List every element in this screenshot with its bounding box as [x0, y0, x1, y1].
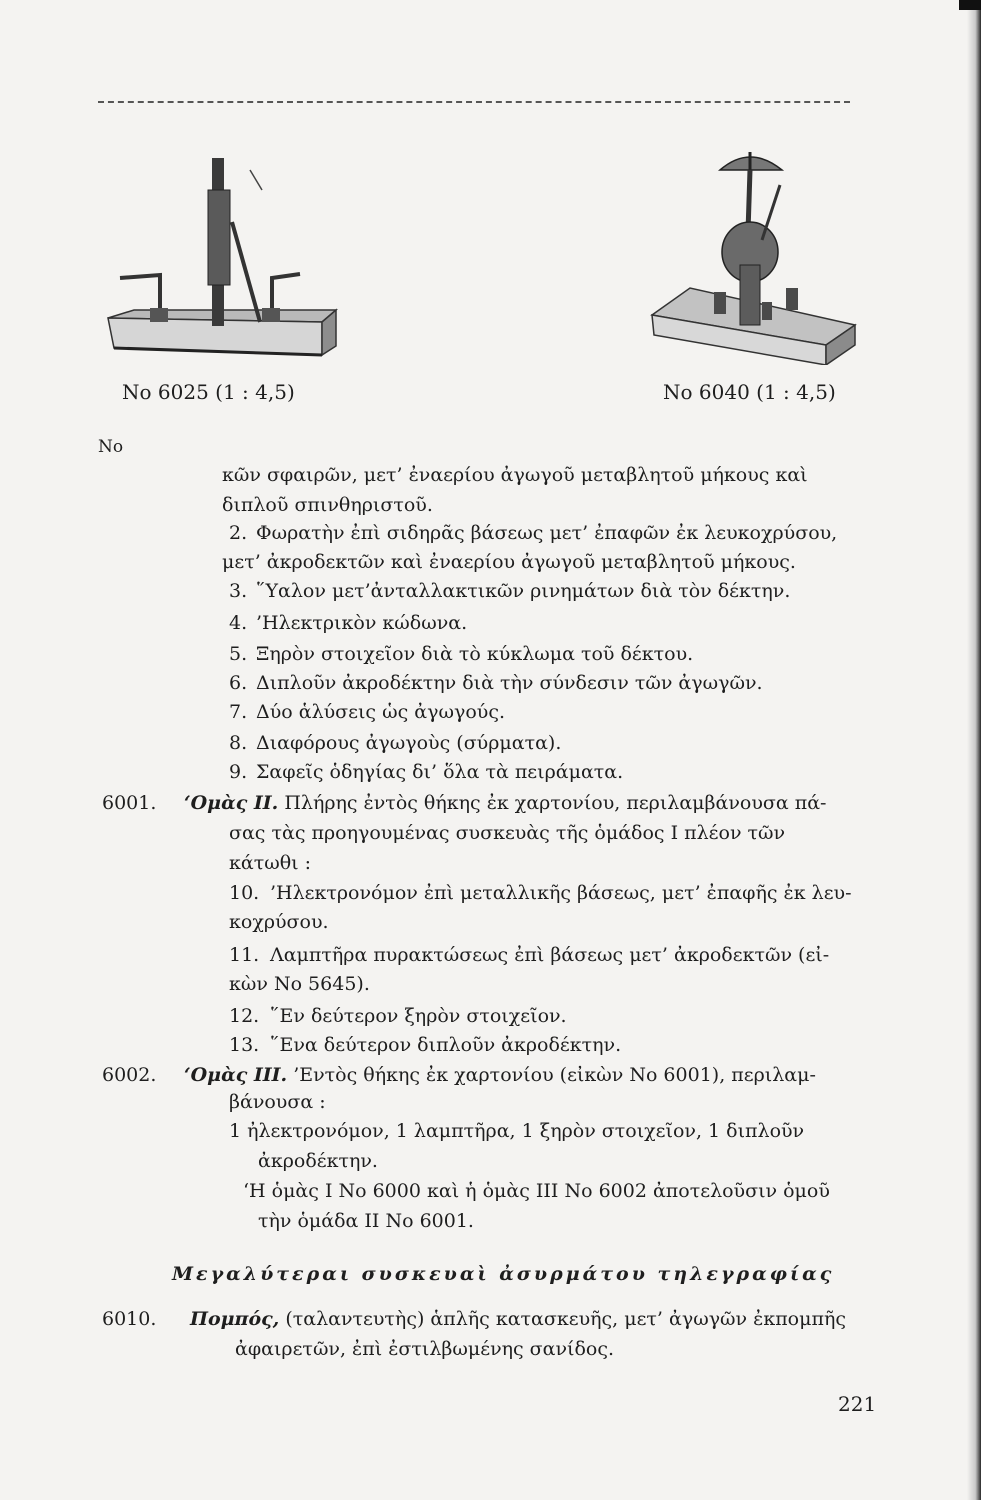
item-text: Διαφόρους ἀγωγοὺς (σύρματα).: [256, 732, 562, 754]
entry-text: ἀκροδέκτην.: [258, 1150, 378, 1172]
section-heading: Μεγαλύτεραι συσκευαὶ ἀσυρμάτου τηλεγραφίας: [172, 1263, 835, 1285]
intro-line: διπλοῦ σπινθηριστοῦ.: [222, 494, 433, 516]
group-title: ‘Ομὰς II.: [184, 792, 279, 814]
item-number: 12.: [229, 1005, 260, 1027]
header-rule: [98, 101, 850, 103]
entry-text: 1 ἠλεκτρονόμον, 1 λαμπτῆρα, 1 ξηρὸν στοιχεῖον, 1 διπλοῦν: [229, 1120, 805, 1142]
item-number: 11.: [229, 944, 260, 966]
item-number: 10.: [229, 882, 260, 904]
item-number: 3.: [229, 580, 248, 602]
stray-label: No: [98, 437, 124, 457]
entry-text: βάνουσα :: [229, 1091, 326, 1113]
entry-code-6010: 6010.: [102, 1308, 157, 1330]
item-text: Λαμπτῆρα πυρακτώσεως ἐπὶ βάσεως μετ’ ἀκροδεκτῶν (εἰ-: [270, 944, 830, 966]
figure-caption-6040: No 6040 (1 : 4,5): [663, 380, 836, 404]
page-corner: [959, 0, 981, 10]
item-number: 5.: [229, 643, 248, 665]
item-text: ῞Ενα δεύτερον διπλοῦν ἀκροδέκτην.: [270, 1034, 622, 1056]
entry-code-6001: 6001.: [102, 792, 157, 814]
item-text: μετ’ ἀκροδεκτῶν καὶ ἐναερίου ἀγωγοῦ μεταβλητοῦ μήκους.: [222, 551, 796, 573]
item-text: ῞Υαλον μετ’ἀνταλλακτικῶν ρινημάτων διὰ τὸν δέκτην.: [256, 580, 791, 602]
entry-text: σας τὰς προηγουμένας συσκευὰς τῆς ὁμάδος I πλέον τῶν: [229, 822, 786, 844]
entry-title-6002: [184, 1064, 816, 1086]
item-number: 6.: [229, 672, 248, 694]
intro-line: κῶν σφαιρῶν, μετ’ ἐναερίου ἀγωγοῦ μεταβλητοῦ μήκους καὶ: [222, 464, 808, 486]
figure-caption-6025: No 6025 (1 : 4,5): [122, 380, 295, 404]
item-text: Σαφεῖς ὁδηγίας δι’ ὅλα τὰ πειράματα.: [256, 761, 624, 783]
item-title: Πομπός,: [190, 1308, 280, 1330]
item-text: Διπλοῦν ἀκροδέκτην διὰ τὴν σύνδεσιν τῶν ἀγωγῶν.: [256, 672, 763, 694]
entry-text: ’Εντὸς θήκης ἐκ χαρτονίου (εἰκὼν No 6001), περιλαμ-: [293, 1064, 816, 1086]
item-number: 2.: [229, 522, 248, 544]
item-text: Δύο ἁλύσεις ὡς ἀγωγούς.: [256, 701, 505, 723]
entry-text: τὴν ὁμάδα II No 6001.: [258, 1210, 474, 1232]
page-number: 221: [838, 1392, 877, 1416]
item-text: Φωρατὴν ἐπὶ σιδηρᾶς βάσεως μετ’ ἐπαφῶν ἐκ λευκοχρύσου,: [256, 522, 838, 544]
item-number: 9.: [229, 761, 248, 783]
item-text: ’Ηλεκτρονόμον ἐπὶ μεταλλικῆς βάσεως, μετ’ ἐπαφῆς ἐκ λευ-: [270, 882, 852, 904]
entry-text: Πλήρης ἐντὸς θήκης ἐκ χαρτονίου, περιλαμβάνουσα πά-: [284, 792, 827, 814]
entry-text: ἀφαιρετῶν, ἐπὶ ἐστιλβωμένης σανίδος.: [235, 1338, 615, 1360]
page-edge: [967, 0, 981, 1500]
entry-text: ‘Η ὁμὰς I No 6000 καὶ ἡ ὁμὰς III No 6002 ἀποτελοῦσιν ὁμοῦ: [243, 1180, 830, 1202]
item-text: ’Ηλεκτρικὸν κώδωνα.: [256, 612, 468, 634]
item-text: κὼν No 5645).: [229, 973, 370, 995]
item-number: 13.: [229, 1034, 260, 1056]
electric-bell-apparatus-icon: [650, 140, 860, 365]
entry-text: (ταλαντευτὴς) ἁπλῆς κατασκευῆς, μετ’ ἀγωγῶν ἐκπομπῆς: [285, 1308, 846, 1330]
group-title: ‘Ομὰς III.: [184, 1064, 288, 1086]
item-number: 8.: [229, 732, 248, 754]
item-number: 7.: [229, 701, 248, 723]
entry-title-6001: [184, 792, 826, 814]
galvanoscope-apparatus-icon: [100, 150, 350, 365]
entry-title-6010: [190, 1308, 846, 1330]
item-text: ῞Εν δεύτερον ξηρὸν στοιχεῖον.: [270, 1005, 567, 1027]
item-text: κοχρύσου.: [229, 911, 329, 933]
item-number: 4.: [229, 612, 248, 634]
entry-text: κάτωθι :: [229, 852, 312, 874]
entry-code-6002: 6002.: [102, 1064, 157, 1086]
item-text: Ξηρὸν στοιχεῖον διὰ τὸ κύκλωμα τοῦ δέκτου.: [256, 643, 694, 665]
